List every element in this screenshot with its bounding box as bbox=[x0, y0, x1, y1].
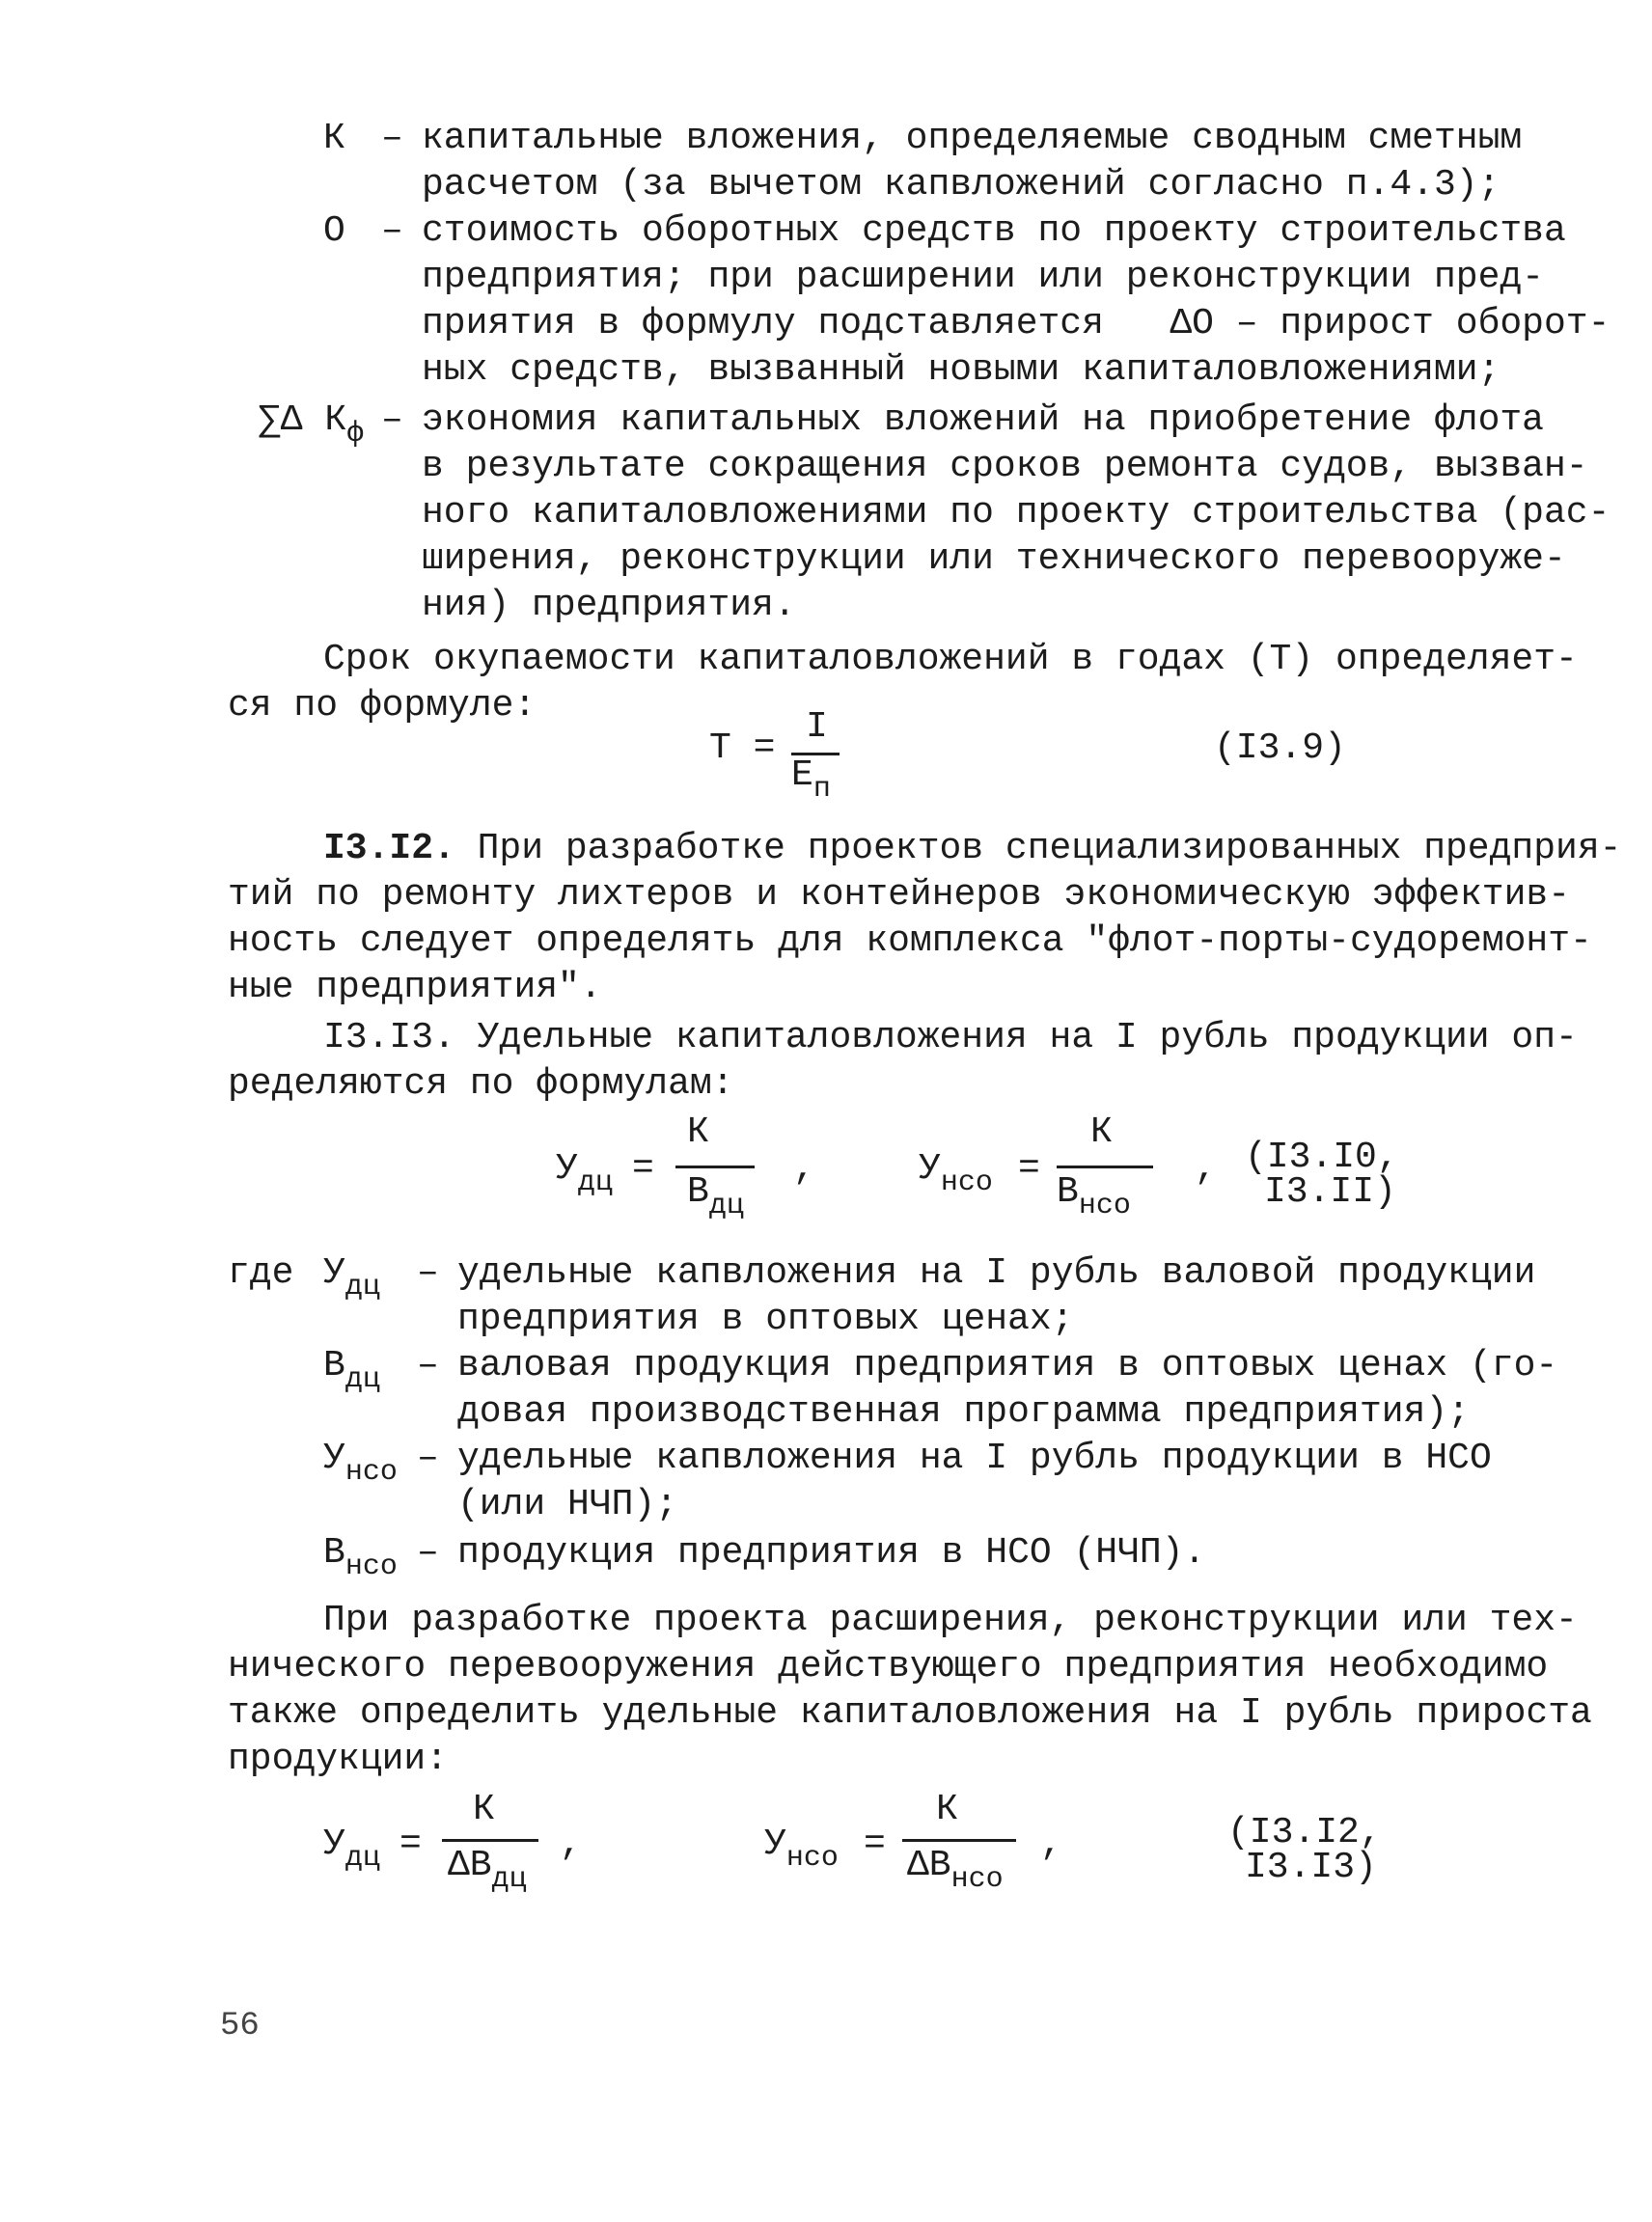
def-text-line: стоимость оборотных средств по проекту строительства bbox=[422, 210, 1566, 252]
def-text-line: капитальные вложения, определяемые сводным сметным bbox=[422, 118, 1523, 159]
def-symbol: $У_{нсо}$ bbox=[323, 1438, 398, 1489]
formula-number: (I3.I2, bbox=[1227, 1812, 1382, 1853]
def-text-line: расчетом (за вычетом капвложений согласно п.4.3); bbox=[422, 164, 1501, 206]
formula-equals: = bbox=[399, 1824, 422, 1865]
fraction-bar bbox=[902, 1839, 1016, 1842]
def-text-line: (или НЧП); bbox=[457, 1484, 678, 1525]
formula-comma: , bbox=[1195, 1148, 1217, 1190]
def-dash: – bbox=[417, 1532, 439, 1574]
formula-equals: = bbox=[864, 1824, 886, 1865]
fraction-bar bbox=[675, 1166, 755, 1168]
formula-equals: = bbox=[1018, 1148, 1040, 1190]
formula-lhs: $У_{нсо}$ bbox=[919, 1148, 993, 1199]
formula-equals: = bbox=[632, 1148, 654, 1190]
formula-numerator: К bbox=[936, 1789, 958, 1830]
def-text-line: приятия в формулу подставляется ΔО – прирост оборот- bbox=[422, 303, 1611, 344]
formula-denominator: $Е_п$ bbox=[791, 754, 831, 806]
formula-numerator: К bbox=[687, 1111, 709, 1153]
paragraph-line: тий по ремонту лихтеров и контейнеров экономическую эффектив- bbox=[228, 874, 1571, 916]
formula-numerator: К bbox=[473, 1789, 495, 1830]
def-text-line: ширения, реконструкции или технического перевооруже- bbox=[422, 538, 1566, 580]
paragraph-line: I3.I2. При разработке проектов специализированных предприя- bbox=[323, 828, 1622, 869]
paragraph-line: При разработке проекта расширения, реконструкции или тех- bbox=[323, 1600, 1578, 1641]
def-text-line: предприятия в оптовых ценах; bbox=[457, 1299, 1074, 1340]
def-text-line: ных средств, вызванный новыми капиталовложениями; bbox=[422, 349, 1501, 391]
paragraph-line: продукции: bbox=[228, 1739, 449, 1780]
def-dash: – bbox=[381, 118, 403, 159]
paragraph-line: ся по формуле: bbox=[228, 685, 537, 727]
paragraph-line: также определить удельные капиталовложения на I рубль прироста bbox=[228, 1692, 1592, 1734]
fraction-bar bbox=[442, 1839, 538, 1842]
paragraph-line: ность следует определять для комплекса "флот-порты-судоремонт- bbox=[228, 920, 1592, 962]
def-dash: – bbox=[417, 1252, 439, 1294]
def-symbol-sum-k: ∑Δ $К_ф$ bbox=[259, 399, 365, 451]
formula-denominator: $В_{дц}$ bbox=[687, 1171, 744, 1222]
formula-denominator: $В_{нсо}$ bbox=[1057, 1171, 1131, 1222]
def-symbol: $В_{нсо}$ bbox=[323, 1532, 398, 1583]
def-symbol: $В_{дц}$ bbox=[323, 1345, 380, 1396]
paragraph-line: Срок окупаемости капиталовложений в годах (Т) определяет- bbox=[323, 639, 1578, 680]
def-text-line: продукция предприятия в НСО (НЧП). bbox=[457, 1532, 1206, 1574]
page-number: 56 bbox=[220, 2008, 260, 2044]
formula-number: I3.II) bbox=[1264, 1171, 1396, 1213]
formula-lhs: $У_{нсо}$ bbox=[764, 1824, 839, 1875]
def-text-line: ного капиталовложениями по проекту строительства (рас- bbox=[422, 492, 1611, 534]
formula-comma: , bbox=[793, 1148, 815, 1190]
section-number: I3.I2. bbox=[323, 828, 455, 869]
def-dash: – bbox=[417, 1345, 439, 1386]
formula-lhs: $У_{дц}$ bbox=[556, 1148, 613, 1199]
formula-denominator: $\Delta В_{нсо}$ bbox=[907, 1845, 1004, 1896]
formula-lhs: $У_{дц}$ bbox=[323, 1824, 380, 1875]
def-dash: – bbox=[381, 399, 403, 441]
def-symbol: $У_{дц}$ bbox=[323, 1252, 380, 1303]
def-text-line: валовая продукция предприятия в оптовых ценах (го- bbox=[457, 1345, 1558, 1386]
formula-number: (I3.I0, bbox=[1245, 1137, 1399, 1178]
def-dash: – bbox=[381, 210, 403, 252]
def-text-line: предприятия; при расширении или реконструкции пред- bbox=[422, 257, 1544, 298]
formula-number: I3.I3) bbox=[1245, 1847, 1377, 1888]
def-text-line: довая производственная программа предприятия); bbox=[457, 1391, 1470, 1433]
def-symbol-k: К bbox=[323, 118, 345, 159]
formula-numerator: К bbox=[1090, 1111, 1113, 1153]
def-symbol-o: О bbox=[323, 210, 345, 252]
formula-number: (I3.9) bbox=[1214, 727, 1346, 769]
paragraph-line: ные предприятия". bbox=[228, 967, 602, 1008]
def-text-line: экономия капитальных вложений на приобретение флота bbox=[422, 399, 1544, 441]
def-text-line: удельные капвложения на I рубль продукции в НСО bbox=[457, 1438, 1492, 1479]
def-dash: – bbox=[417, 1438, 439, 1479]
paragraph-line: ределяются по формулам: bbox=[228, 1063, 734, 1105]
def-text-line: ния) предприятия. bbox=[422, 585, 796, 626]
where-label: где bbox=[228, 1252, 294, 1294]
formula-numerator: I bbox=[806, 706, 828, 748]
fraction-bar bbox=[1057, 1166, 1153, 1168]
paragraph-line: I3.I3. Удельные капиталовложения на I рубль продукции оп- bbox=[323, 1017, 1578, 1058]
formula-lhs: Т = bbox=[709, 727, 776, 769]
formula-comma: , bbox=[560, 1824, 582, 1865]
paragraph-line: нического перевооружения действующего предприятия необходимо bbox=[228, 1646, 1549, 1687]
def-text-line: удельные капвложения на I рубль валовой продукции bbox=[457, 1252, 1536, 1294]
def-text-line: в результате сокращения сроков ремонта судов, вызван- bbox=[422, 446, 1588, 487]
formula-denominator: $\Delta В_{дц}$ bbox=[448, 1845, 527, 1896]
formula-comma: , bbox=[1040, 1824, 1062, 1865]
